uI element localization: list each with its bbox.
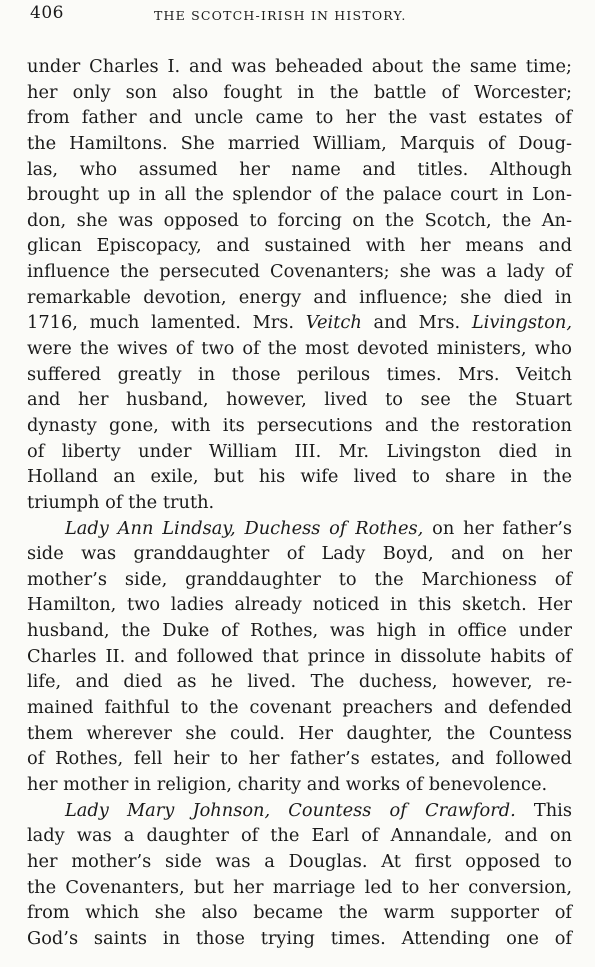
text-line [27,695,572,721]
text-segment: her mother in religion, charity and works of benevolence. [27,773,548,795]
text-segment: life, and died as he lived. The duchess, however, re- [27,671,572,693]
text-line [27,208,572,234]
text-segment: and Mrs. [361,312,472,334]
text-line [27,721,572,747]
text-segment: las, who assumed her name and titles. Although [27,158,572,180]
text-line [27,105,572,131]
text-segment: glican Episcopacy, and sustained with her means and [27,235,572,257]
text-line [27,157,572,183]
text-line [27,182,572,208]
italic-text: Livingston, [471,312,572,334]
text-segment: under Charles I. and was beheaded about the same time; [27,56,572,77]
text-line [27,259,572,285]
text-segment: them wherever she could. Her daughter, the Countess [27,722,572,744]
text-segment: brought up in all the splendor of the palace court in Lon- [27,184,572,206]
text-line [27,592,572,618]
text-segment: her only son also fought in the battle of Worcester; [27,81,572,103]
text-line [27,798,572,824]
text-line [27,439,572,465]
body-text [27,54,572,951]
text-line [27,644,572,670]
text-line [27,54,572,80]
text-segment: Hamilton, two ladies already noticed in this sketch. Her [27,594,572,616]
text-line [27,362,572,388]
text-segment: her mother’s side was a Douglas. At first opposed to [27,850,572,872]
text-line [27,233,572,259]
text-segment: remarkable devotion, energy and influence; she died in [27,286,572,308]
text-segment: husband, the Duke of Rothes, was high in office under [27,620,572,642]
text-segment: side was granddaughter of Lady Boyd, and on her [27,543,572,565]
text-line [27,849,572,875]
text-segment: of liberty under William III. Mr. Livingston died in [27,440,572,462]
text-segment: mained faithful to the covenant preachers and defended [27,697,572,719]
text-segment: God’s saints in those trying times. Attending one of [27,927,572,949]
text-segment: mother’s side, granddaughter to the Marchioness of [27,568,572,590]
text-line [27,900,572,926]
text-line [27,310,572,336]
text-line [27,746,572,772]
text-line [27,669,572,695]
text-line [27,875,572,901]
text-segment: dynasty gone, with its persecutions and the restoration [27,414,572,436]
text-segment: lady was a daughter of the Earl of Annandale, and on [27,825,572,847]
text-line [27,131,572,157]
italic-text: Lady Mary Johnson, Countess of Crawford. [65,799,516,821]
text-line [27,413,572,439]
text-line [27,618,572,644]
text-segment: suffered greatly in those perilous times. Mrs. Veitch [27,363,572,385]
text-line [27,336,572,362]
page-number: 406 [30,3,64,23]
text-segment: influence the persecuted Covenanters; she was a lady of [27,261,572,283]
text-segment: Charles II. and followed that prince in dissolute habits of [27,645,572,667]
text-segment: Holland an exile, but his wife lived to share in the [27,466,572,488]
running-title: THE SCOTCH-IRISH IN HISTORY. [154,8,407,23]
text-segment: and her husband, however, lived to see the Stuart [27,389,572,411]
text-line [27,285,572,311]
text-segment: triumph of the truth. [27,491,215,513]
text-segment: were the wives of two of the most devoted ministers, who [27,338,572,360]
text-line [27,541,572,567]
text-line [27,80,572,106]
text-line [27,387,572,413]
text-line [27,772,572,798]
text-line [27,490,572,516]
text-segment: of Rothes, fell heir to her father’s estates, and followed [27,748,572,770]
text-line [27,926,572,952]
text-line [27,567,572,593]
italic-text: Lady Ann Lindsay, Duchess of Rothes, [65,517,424,539]
text-line [27,464,572,490]
italic-text: Veitch [305,312,362,334]
text-segment: from father and uncle came to her the vast estates of [27,107,572,129]
text-segment: the Hamiltons. She married William, Marquis of Doug- [27,132,572,154]
text-segment: This [515,799,572,821]
text-segment: 1716, much lamented. Mrs. [27,312,306,334]
text-line [27,823,572,849]
text-line [27,516,572,542]
text-segment: from which she also became the warm supporter of [27,902,572,924]
text-segment: the Covenanters, but her marriage led to her conversion, [27,876,572,898]
text-segment: don, she was opposed to forcing on the Scotch, the An- [27,209,572,231]
text-segment: on her father’s [423,517,572,539]
